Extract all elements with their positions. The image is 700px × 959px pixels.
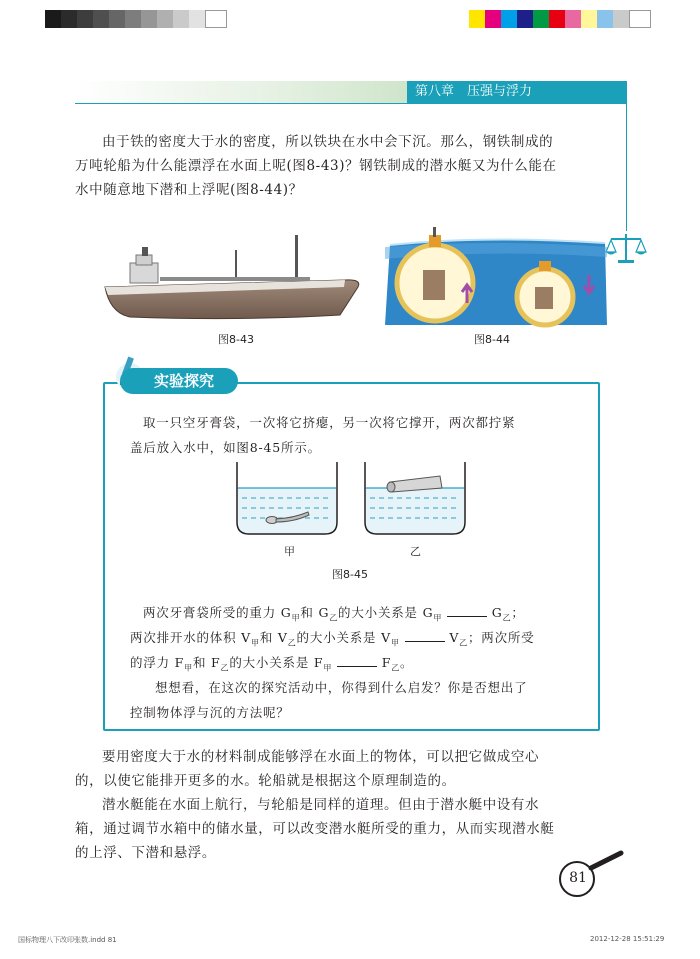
question-volume: 两次排开水的体积 $V_甲$和 $V_乙$的大小关系是 $V_甲$ $V_乙$；两次所受 <box>130 630 535 648</box>
think-line-1: 想想看，在这次的探究活动中，你得到什么启发？你是否想出了 <box>155 680 528 695</box>
answer-blank-buoyancy[interactable] <box>337 654 377 667</box>
question-buoyancy: 的浮力 $F_甲$和 $F_乙$的大小关系是 $F_甲$ $F_乙$。 <box>130 655 414 673</box>
outro-p2-line-3: 的上浮、下潜和悬浮。 <box>75 845 216 861</box>
answer-blank-volume[interactable] <box>405 629 445 642</box>
beaker-jia <box>234 460 340 538</box>
balance-scale-icon <box>605 230 647 266</box>
header-rule <box>75 103 626 104</box>
beaker-yi <box>362 460 468 538</box>
outro-p2-line-2: 箱，通过调节水箱中的储水量，可以改变潜水艇所受的重力，从而实现潜水艇 <box>75 821 555 837</box>
beaker-jia-label: 甲 <box>284 545 295 558</box>
answer-blank-gravity[interactable] <box>447 604 487 617</box>
outro-p2-line-1: 潜水艇能在水面上航行，与轮船是同样的道理。但由于潜水艇中设有水 <box>102 797 540 813</box>
experiment-intro-line-1: 取一只空牙膏袋，一次将它挤瘪，另一次将它撑开，两次都拧紧 <box>143 415 516 430</box>
figure-8-43-caption: 图8-43 <box>218 333 254 346</box>
question-gravity: 两次牙膏袋所受的重力 $G_甲$和 $G_乙$的大小关系是 $G_甲$ $G_乙$； <box>143 605 525 623</box>
intro-line-3: 水中随意地下潜和上浮呢(图8-44)？ <box>75 182 303 198</box>
outro-p1-line-2: 的，以使它能排开更多的水。轮船就是根据这个原理制造的。 <box>75 773 456 789</box>
chapter-title: 第八章 压强与浮力 <box>407 81 626 103</box>
figure-8-45-caption: 图8-45 <box>332 568 368 581</box>
cargo-ship-illustration <box>100 225 370 325</box>
experiment-intro-line-2: 盖后放入水中，如图8-45所示。 <box>130 440 321 455</box>
header-gradient <box>75 81 407 103</box>
submarine-illustration <box>385 225 610 330</box>
beaker-yi-label: 乙 <box>410 545 421 558</box>
figure-8-44-caption: 图8-44 <box>474 333 510 346</box>
experiment-title: 实验探究 <box>120 368 238 394</box>
footer-filename: 国标物理八下改印张数.indd 81 <box>18 936 117 944</box>
page-number: 81 <box>569 870 587 886</box>
margin-rule <box>626 81 627 231</box>
intro-line-2: 万吨轮船为什么能漂浮在水面上呢(图8-43)？钢铁制成的潜水艇又为什么能在 <box>75 158 557 174</box>
outro-p1-line-1: 要用密度大于水的材料制成能够浮在水面上的物体，可以把它做成空心 <box>102 749 540 765</box>
footer-timestamp: 2012-12-28 15:51:29 <box>590 935 665 943</box>
think-line-2: 控制物体浮与沉的方法呢？ <box>130 705 290 720</box>
intro-line-1: 由于铁的密度大于水的密度，所以铁块在水中会下沉。那么，钢铁制成的 <box>102 134 554 150</box>
